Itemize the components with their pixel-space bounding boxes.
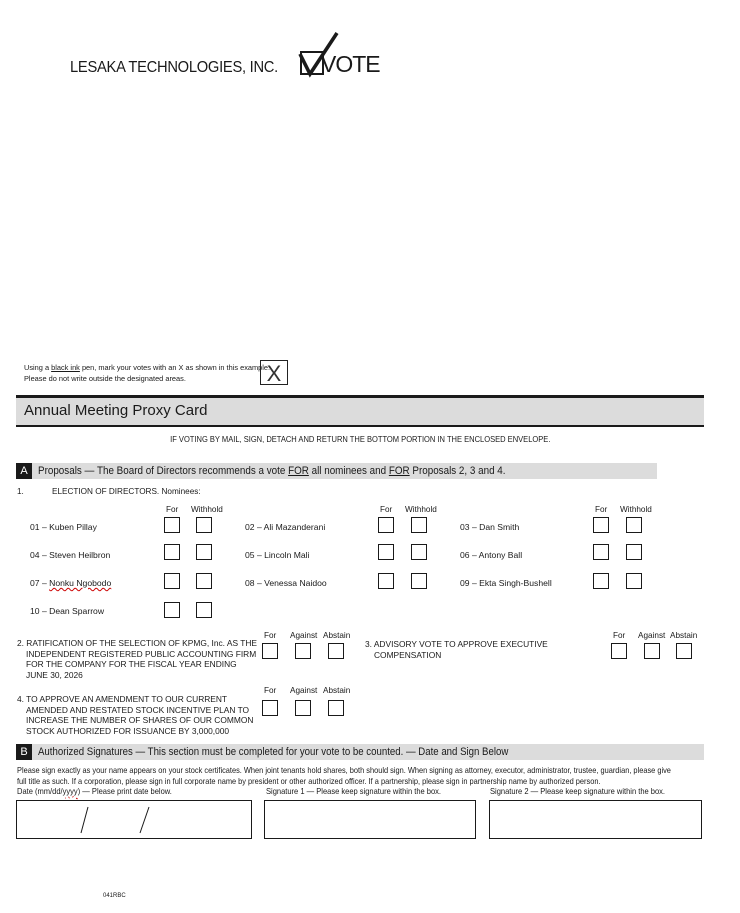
date-label-yyyy: yyyy — [62, 787, 78, 796]
proposal-3-for-checkbox[interactable] — [611, 643, 627, 659]
p4-for-label: For — [264, 686, 277, 695]
section-b-heading-text: Authorized Signatures — This section must be completed for your vote to be counted. — Date and Sign Below — [38, 746, 509, 758]
nominee-04: 04 – Steven Heilbron — [30, 550, 111, 560]
proposal-3-text — [365, 639, 548, 660]
nominee-08: 08 – Venessa Naidoo — [245, 578, 327, 588]
proposal-4-abstain-checkbox[interactable] — [328, 700, 344, 716]
proposal-2-text — [17, 638, 257, 680]
date-label-part: Date (mm/dd/ — [17, 787, 63, 796]
signature-2-label-text: Signature 2 — Please keep signature within the box. — [490, 787, 666, 796]
vote-checkmark-icon — [297, 30, 380, 78]
p3-against-label: Against — [638, 631, 666, 640]
p2-for-label: For — [264, 631, 277, 640]
col-withhold-3: Withhold — [620, 505, 652, 514]
nominee-10: 10 – Dean Sparrow — [30, 606, 105, 616]
date-input-box[interactable] — [16, 800, 252, 839]
nominee-04-for-checkbox[interactable] — [164, 544, 180, 560]
signature-1-box[interactable] — [264, 800, 476, 839]
nominee-08-for-checkbox[interactable] — [378, 573, 394, 589]
date-label-part: ) — Please print date below. — [77, 787, 172, 796]
nominee-09: 09 – Ekta Singh-Bushell — [460, 578, 552, 588]
heading-part: Proposals — The Board of Directors recommends a vote — [38, 465, 289, 477]
p2-against-label: Against — [290, 631, 318, 640]
marking-instructions — [24, 363, 270, 384]
proposal-3-abstain-checkbox[interactable] — [676, 643, 692, 659]
col-for-1: For — [166, 505, 179, 514]
proposal-2-line: 2. RATIFICATION OF THE SELECTION OF KPMG, Inc. AS THE — [17, 638, 257, 648]
nominee-10-for-checkbox[interactable] — [164, 602, 180, 618]
heading-for-1: FOR — [288, 465, 309, 477]
mail-note — [0, 434, 720, 444]
logo-vote-text: VOTE — [321, 51, 380, 77]
proposal-2-line: INDEPENDENT REGISTERED PUBLIC ACCOUNTING FIRM — [26, 648, 257, 659]
nominee-01-for-checkbox[interactable] — [164, 517, 180, 533]
proposal-2-line: FOR THE COMPANY FOR THE FISCAL YEAR ENDING — [26, 659, 237, 669]
nominee-07-name: Nonku Ngobodo — [49, 578, 112, 588]
nominee-07 — [30, 578, 111, 588]
proposal-2-against-checkbox[interactable] — [295, 643, 311, 659]
title-rule-bottom — [16, 425, 704, 427]
nominee-07-withhold-checkbox[interactable] — [196, 573, 212, 589]
col-for-3: For — [595, 505, 608, 514]
example-mark-box — [260, 360, 288, 385]
proposal-4-line: STOCK AUTHORIZED FOR ISSUANCE BY 3,000,000 — [26, 725, 230, 736]
p4-against-label: Against — [290, 686, 318, 695]
nominee-04-withhold-checkbox[interactable] — [196, 544, 212, 560]
card-title: Annual Meeting Proxy Card — [24, 402, 208, 419]
proposal-2-line: JUNE 30, 2026 — [26, 669, 83, 680]
proposal-4-against-checkbox[interactable] — [295, 700, 311, 716]
nominee-05-withhold-checkbox[interactable] — [411, 544, 427, 560]
item1-number: 1. — [17, 487, 24, 496]
signature-1-label — [266, 787, 456, 796]
p3-abstain-label: Abstain — [670, 631, 698, 640]
heading-part: Proposals 2, 3 and 4. — [409, 465, 506, 477]
proposal-4-line: 4. TO APPROVE AN AMENDMENT TO OUR CURRENT — [17, 694, 228, 704]
nominee-05: 05 – Lincoln Mali — [245, 550, 310, 560]
form-code: 041RBC — [103, 893, 126, 899]
proposal-4-for-checkbox[interactable] — [262, 700, 278, 716]
nominee-06-for-checkbox[interactable] — [593, 544, 609, 560]
proposal-3-line: COMPENSATION — [374, 649, 442, 660]
nominee-05-for-checkbox[interactable] — [378, 544, 394, 560]
col-withhold-2: Withhold — [405, 505, 437, 514]
signing-line-1: Please sign exactly as your name appears on your stock certificates. When joint tenants hold shares, both should sign. When signing as attorney, executor, administrator, trustee, guardian, please give — [17, 766, 671, 775]
proposal-4-text — [17, 694, 253, 736]
nominee-09-for-checkbox[interactable] — [593, 573, 609, 589]
signature-2-label — [490, 787, 680, 796]
nominee-06-withhold-checkbox[interactable] — [626, 544, 642, 560]
signing-line-2: full title as such. If a corporation, please sign in full corporate name by president or other authorized officer. If a partnership, please sign in partnership name by authorized person. — [17, 777, 601, 786]
section-b-letter: B — [16, 744, 32, 760]
nominee-01: 01 – Kuben Pillay — [30, 522, 97, 532]
date-label — [17, 787, 185, 796]
signature-1-label-text: Signature 1 — Please keep signature within the box. — [266, 787, 442, 796]
nominee-07-prefix: 07 – — [30, 578, 50, 588]
date-slashes — [17, 801, 250, 837]
p4-abstain-label: Abstain — [323, 686, 351, 695]
nominee-02: 02 – Ali Mazanderani — [245, 522, 326, 532]
instr-text: Using a — [24, 363, 52, 372]
heading-part: all nominees and — [308, 465, 389, 477]
proposal-3-line: 3. ADVISORY VOTE TO APPROVE EXECUTIVE — [365, 639, 548, 649]
section-b-heading — [38, 744, 555, 760]
nominee-07-for-checkbox[interactable] — [164, 573, 180, 589]
mail-note-text: IF VOTING BY MAIL, SIGN, DETACH AND RETURN THE BOTTOM PORTION IN THE ENCLOSED ENVELOPE. — [169, 434, 551, 444]
date-slash-1 — [81, 807, 88, 833]
nominee-06: 06 – Antony Ball — [460, 550, 523, 560]
signature-2-box[interactable] — [489, 800, 702, 839]
instr-ink-underlined: black ink — [51, 363, 80, 372]
item1-label: ELECTION OF DIRECTORS. Nominees: — [52, 487, 201, 496]
section-a-letter: A — [16, 463, 32, 479]
nominee-03: 03 – Dan Smith — [460, 522, 520, 532]
nominee-03-for-checkbox[interactable] — [593, 517, 609, 533]
nominee-10-withhold-checkbox[interactable] — [196, 602, 212, 618]
proposal-2-abstain-checkbox[interactable] — [328, 643, 344, 659]
signing-instructions — [17, 765, 740, 787]
instr-text-after: pen, mark your votes with an X as shown in this example. — [79, 363, 271, 372]
proposal-3-against-checkbox[interactable] — [644, 643, 660, 659]
proposal-4-line: INCREASE THE NUMBER OF SHARES OF OUR COMMON — [26, 715, 254, 725]
p3-for-label: For — [613, 631, 626, 640]
col-for-2: For — [380, 505, 393, 514]
example-mark-text: X — [266, 361, 282, 386]
nominee-02-for-checkbox[interactable] — [378, 517, 394, 533]
section-a-heading — [38, 463, 541, 479]
nominee-09-withhold-checkbox[interactable] — [626, 573, 642, 589]
date-slash-2 — [140, 807, 149, 833]
nominee-03-withhold-checkbox[interactable] — [626, 517, 642, 533]
vote-logo — [297, 30, 380, 78]
x-mark-icon — [261, 361, 287, 384]
col-withhold-1: Withhold — [191, 505, 223, 514]
nominee-01-withhold-checkbox[interactable] — [196, 517, 212, 533]
company-name: LESAKA TECHNOLOGIES, INC. — [70, 59, 278, 76]
instr-line2: Please do not write outside the designated areas. — [24, 373, 186, 383]
proposal-4-line: AMENDED AND RESTATED STOCK INCENTIVE PLAN TO — [26, 704, 250, 715]
nominee-08-withhold-checkbox[interactable] — [411, 573, 427, 589]
proposal-2-for-checkbox[interactable] — [262, 643, 278, 659]
heading-for-2: FOR — [388, 465, 410, 477]
nominee-02-withhold-checkbox[interactable] — [411, 517, 427, 533]
p2-abstain-label: Abstain — [323, 631, 351, 640]
